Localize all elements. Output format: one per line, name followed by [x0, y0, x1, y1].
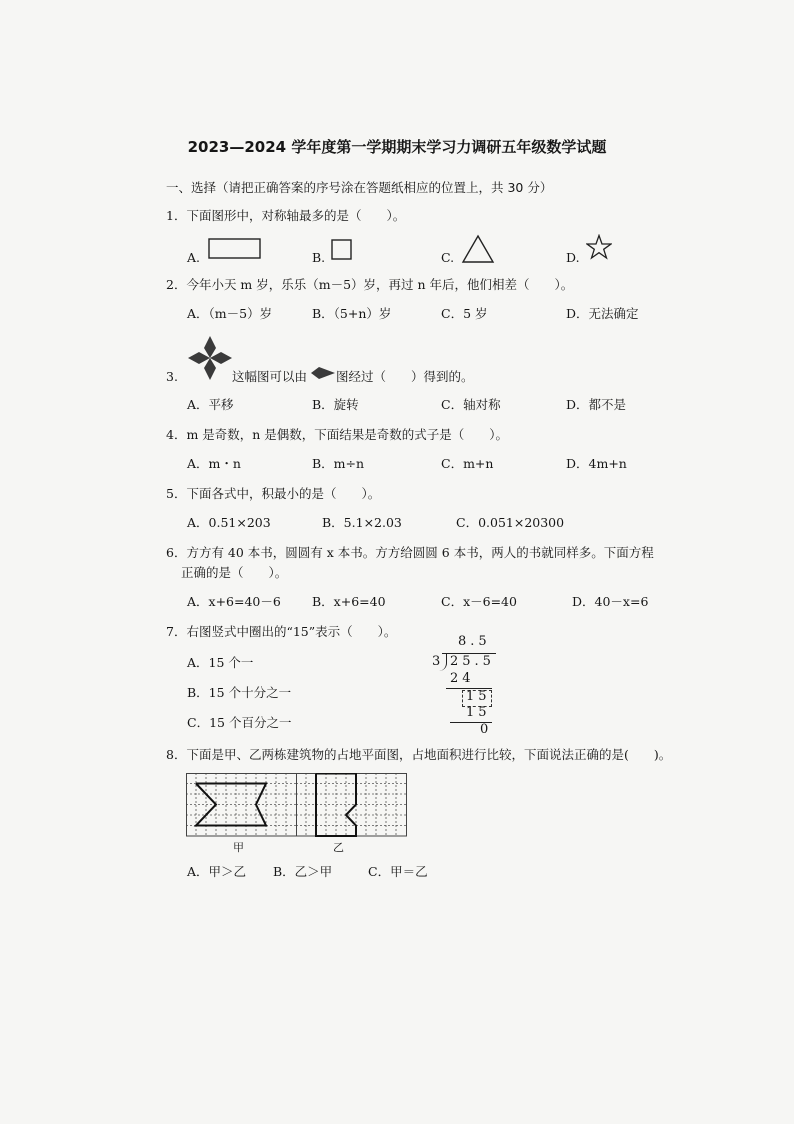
q1-option-b: B.	[312, 250, 326, 265]
rectangle-icon	[208, 238, 262, 264]
section-heading: 一、选择（请把正确答案的序号涂在答题纸相应的位置上，共 30 分）	[166, 180, 553, 195]
question-7-stem: 7．右图竖式中圈出的“15”表示（ ）。	[166, 624, 397, 639]
division-quotient: 8.5	[458, 634, 491, 649]
division-step-2: 15	[466, 689, 491, 704]
square-icon	[331, 239, 353, 265]
q4-option-d: D．4m+n	[566, 456, 627, 471]
question-3-stem-b: 图经过（ ）得到的。	[336, 369, 474, 384]
building-jia-plan	[186, 773, 298, 837]
star-icon	[586, 234, 612, 264]
question-6-stem-line1: 6．方方有 40 本书，圆圆有 x 本书。方方给圆圆 6 本书，两人的书就同样多。下面方程	[166, 545, 654, 560]
q2-option-a: A．（m－5）岁	[187, 306, 273, 321]
division-step-1: 24	[450, 671, 475, 686]
question-2-stem: 2．今年小天 m 岁，乐乐（m－5）岁，再过 n 年后，他们相差（ ）。	[166, 277, 574, 292]
division-dividend: 25.5	[450, 654, 495, 669]
question-5-stem: 5．下面各式中，积最小的是（ ）。	[166, 486, 381, 501]
four-leaf-pattern-icon	[187, 334, 233, 386]
q8-option-b: B．乙＞甲	[273, 864, 333, 879]
q3-option-a: A．平移	[187, 397, 234, 412]
exam-title: 2023—2024 学年度第一学期期末学习力调研五年级数学试题	[187, 138, 607, 156]
q6-option-b: B．x+6=40	[312, 594, 386, 609]
division-step-3: 15	[466, 705, 491, 720]
question-6-stem-line2: 正确的是（ ）。	[181, 565, 288, 580]
q6-option-a: A．x+6=40－6	[187, 594, 281, 609]
q2-option-c: C．5 岁	[441, 306, 488, 321]
q3-option-b: B．旋转	[312, 397, 359, 412]
question-8-stem: 8．下面是甲、乙两栋建筑物的占地平面图，占地面积进行比较，下面说法正确的是( )。	[166, 747, 672, 762]
q4-option-c: C．m+n	[441, 456, 494, 471]
q1-option-d: D.	[566, 250, 580, 265]
single-leaf-icon	[310, 365, 336, 384]
question-4-stem: 4．m 是奇数，n 是偶数，下面结果是奇数的式子是（ ）。	[166, 427, 509, 442]
q2-option-d: D．无法确定	[566, 306, 639, 321]
building-yi-plan	[296, 773, 408, 837]
long-division	[420, 632, 500, 742]
q3-option-c: C．轴对称	[441, 397, 501, 412]
question-1-stem: 1．下面图形中，对称轴最多的是（ ）。	[166, 208, 406, 223]
q1-option-c: C.	[441, 250, 455, 265]
q7-option-c: C．15 个百分之一	[187, 715, 292, 730]
triangle-icon	[461, 234, 495, 268]
division-divisor: 3	[432, 654, 441, 669]
q1-option-a: A.	[187, 250, 201, 265]
question-3-number: 3.	[166, 369, 178, 384]
q7-option-a: A．15 个一	[187, 655, 254, 670]
q6-option-c: C．x－6=40	[441, 594, 517, 609]
q8-option-a: A．甲＞乙	[187, 864, 247, 879]
label-jia: 甲	[233, 841, 244, 854]
q2-option-b: B．（5+n）岁	[312, 306, 392, 321]
label-yi: 乙	[333, 841, 344, 854]
q4-option-b: B．m÷n	[312, 456, 365, 471]
question-3-stem-a: 这幅图可以由	[232, 369, 308, 384]
q3-option-d: D．都不是	[566, 397, 627, 412]
q5-option-c: C．0.051×20300	[456, 515, 565, 530]
division-remainder: 0	[480, 722, 489, 737]
q5-option-a: A．0.51×203	[187, 515, 271, 530]
q6-option-d: D．40－x=6	[572, 594, 649, 609]
q8-option-c: C．甲＝乙	[368, 864, 428, 879]
q7-option-b: B．15 个十分之一	[187, 685, 292, 700]
q5-option-b: B．5.1×2.03	[322, 515, 402, 530]
q4-option-a: A．m・n	[187, 456, 241, 471]
